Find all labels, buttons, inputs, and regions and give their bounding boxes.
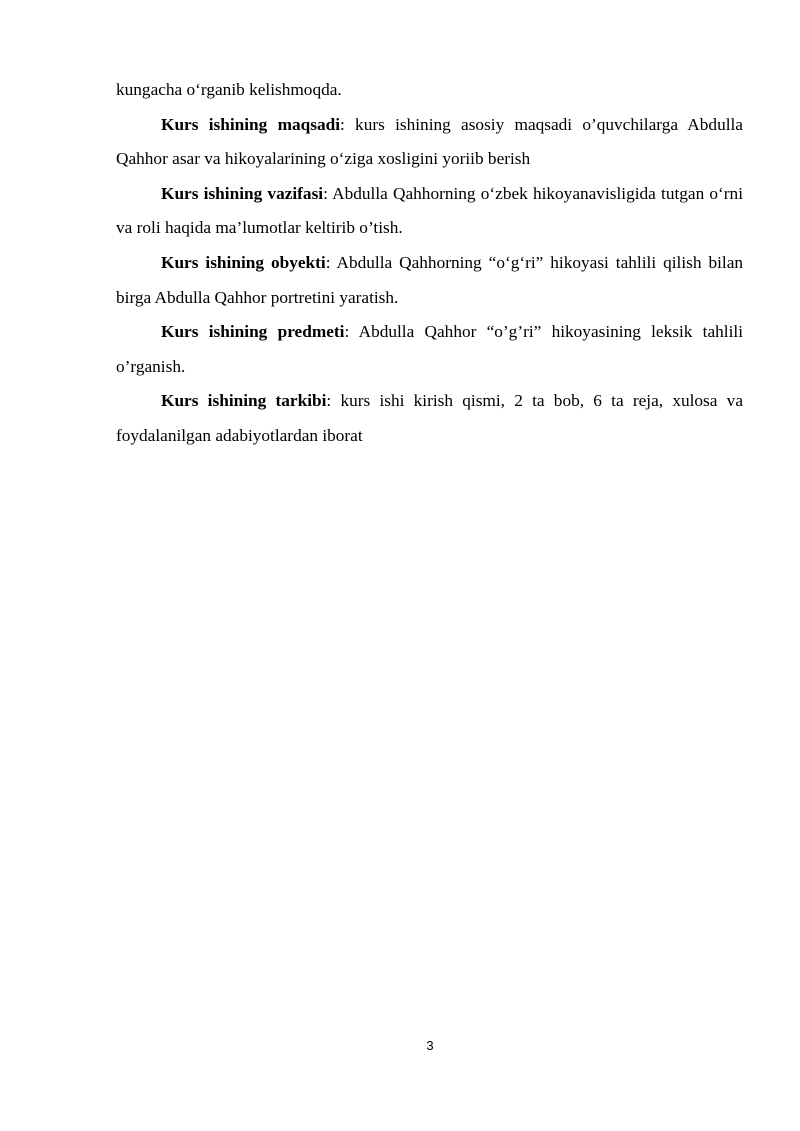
intro-line: kungacha o‘rganib kelishmoqda. bbox=[116, 80, 342, 99]
section-text: : kurs ishi kirish qismi, 2 ta bob, 6 ta reja, xulosa va foydalanilgan adabiyotlardan iborat bbox=[116, 391, 743, 445]
section-term: Kurs ishining tarkibi bbox=[161, 391, 327, 411]
section-term: Kurs ishining obyekti bbox=[161, 252, 326, 272]
section-text: : Abdulla Qahhorning o‘zbek hikoyanavisligida tutgan o‘rni va roli haqida ma’lumotlar keltirib o’tish. bbox=[116, 183, 743, 238]
section-tarkibi bbox=[116, 384, 743, 453]
page-body bbox=[116, 73, 743, 454]
section-vazifasi bbox=[116, 177, 743, 246]
section-text: : Abdulla Qahhorning “o‘g‘ri” hikoyasi tahlili qilish bilan birga Abdulla Qahhor portretini yaratish. bbox=[116, 252, 744, 307]
section-term: Kurs ishining maqsadi bbox=[161, 114, 340, 134]
section-term: Kurs ishining vazifasi bbox=[161, 183, 324, 203]
section-predmeti bbox=[116, 315, 743, 384]
section-text: : Abdulla Qahhor “o’g’ri” hikoyasining leksik tahlili o’rganish. bbox=[116, 322, 743, 376]
page-number: 3 bbox=[426, 1038, 434, 1053]
section-term: Kurs ishining predmeti bbox=[161, 322, 345, 342]
section-text: : kurs ishining asosiy maqsadi o’quvchilarga Abdulla Qahhor asar va hikoyalarining o‘ziga xosligini yoriib berish bbox=[116, 114, 743, 169]
section-obyekti bbox=[116, 246, 743, 315]
section-maqsadi bbox=[116, 108, 743, 177]
